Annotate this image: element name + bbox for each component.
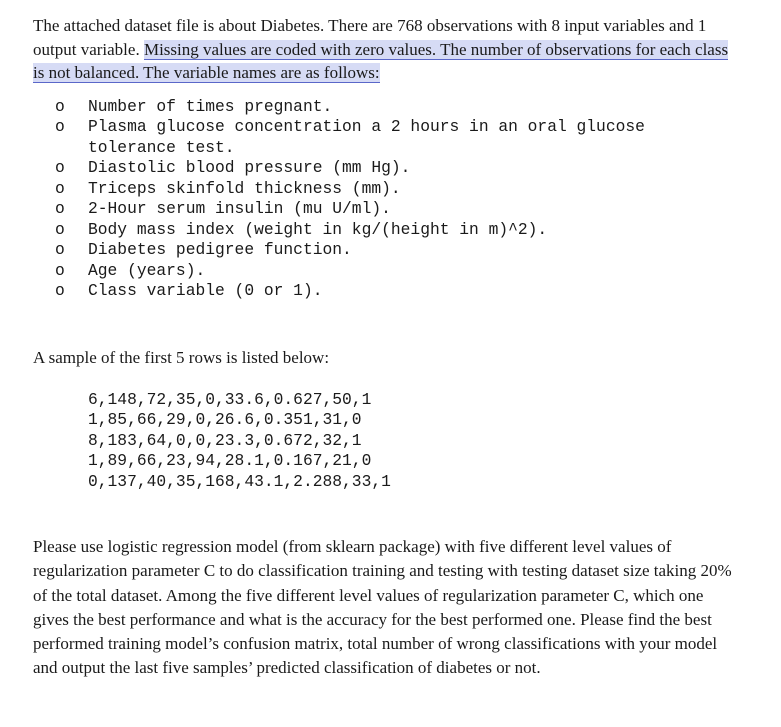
bullet-icon: o <box>55 178 65 198</box>
list-item <box>33 220 708 241</box>
document-page <box>33 14 733 681</box>
list-item <box>33 240 708 261</box>
variable-name: Plasma glucose concentration a 2 hours in an oral glucose tolerance test. <box>88 117 645 157</box>
bullet-icon: o <box>55 219 65 239</box>
variable-name: 2-Hour serum insulin (mu U/ml). <box>88 199 391 218</box>
bullet-icon: o <box>55 281 65 300</box>
variable-name: Triceps skinfold thickness (mm). <box>88 178 401 198</box>
intro-highlighted-text[interactable]: Missing values are coded with zero values. The number of observations for each class is not balanced. The variable names are as follows: <box>33 39 729 82</box>
list-item <box>33 158 708 179</box>
intro-text: The attached dataset file is about Diabetes. There are 768 observations with 8 input variables and 1 output variable. <box>33 16 707 59</box>
bullet-icon: o <box>55 260 65 280</box>
variable-name: Number of times pregnant. <box>88 96 333 116</box>
sample-heading: A sample of the first 5 rows is listed below: <box>33 347 330 367</box>
list-item <box>33 117 708 158</box>
variable-list <box>33 97 733 302</box>
list-item <box>33 281 708 302</box>
list-item <box>33 261 708 282</box>
variable-name: Diastolic blood pressure (mm Hg). <box>88 158 411 177</box>
task-paragraph: Please use logistic regression model (from sklearn package) with five different level values of regularization parameter C to do classification training and testing with testing dataset size taking 20% of the total dataset. Among the five different level values of regularization parameter C, which one gives the best performance and what is the accuracy for the best performed one. Please find the best performed training model’s confusion matrix, total number of wrong classifications with your model and output the last five samples’ predicted classification of diabetes or not. <box>33 537 732 678</box>
bullet-icon: o <box>55 240 65 259</box>
bullet-icon: o <box>55 96 65 116</box>
variable-name: Diabetes pedigree function. <box>88 240 352 259</box>
list-item <box>33 199 708 220</box>
bullet-icon: o <box>55 158 65 177</box>
intro-paragraph <box>33 14 733 85</box>
variable-name: Age (years). <box>88 260 206 280</box>
sample-rows <box>88 390 733 493</box>
list-item <box>33 97 708 118</box>
bullet-icon: o <box>55 199 65 218</box>
list-item <box>33 179 708 200</box>
sample-row: 6,148,72,35,0,33.6,0.627,50,1 <box>88 389 372 409</box>
sample-row: 1,89,66,23,94,28.1,0.167,21,0 <box>88 451 372 470</box>
sample-row: 8,183,64,0,0,23.3,0.672,32,1 <box>88 430 362 450</box>
variable-name: Class variable (0 or 1). <box>88 281 323 300</box>
sample-row: 1,85,66,29,0,26.6,0.351,31,0 <box>88 410 362 429</box>
sample-row: 0,137,40,35,168,43.1,2.288,33,1 <box>88 471 391 491</box>
bullet-icon: o <box>55 117 65 136</box>
variable-name: Body mass index (weight in kg/(height in m)^2). <box>88 219 548 239</box>
